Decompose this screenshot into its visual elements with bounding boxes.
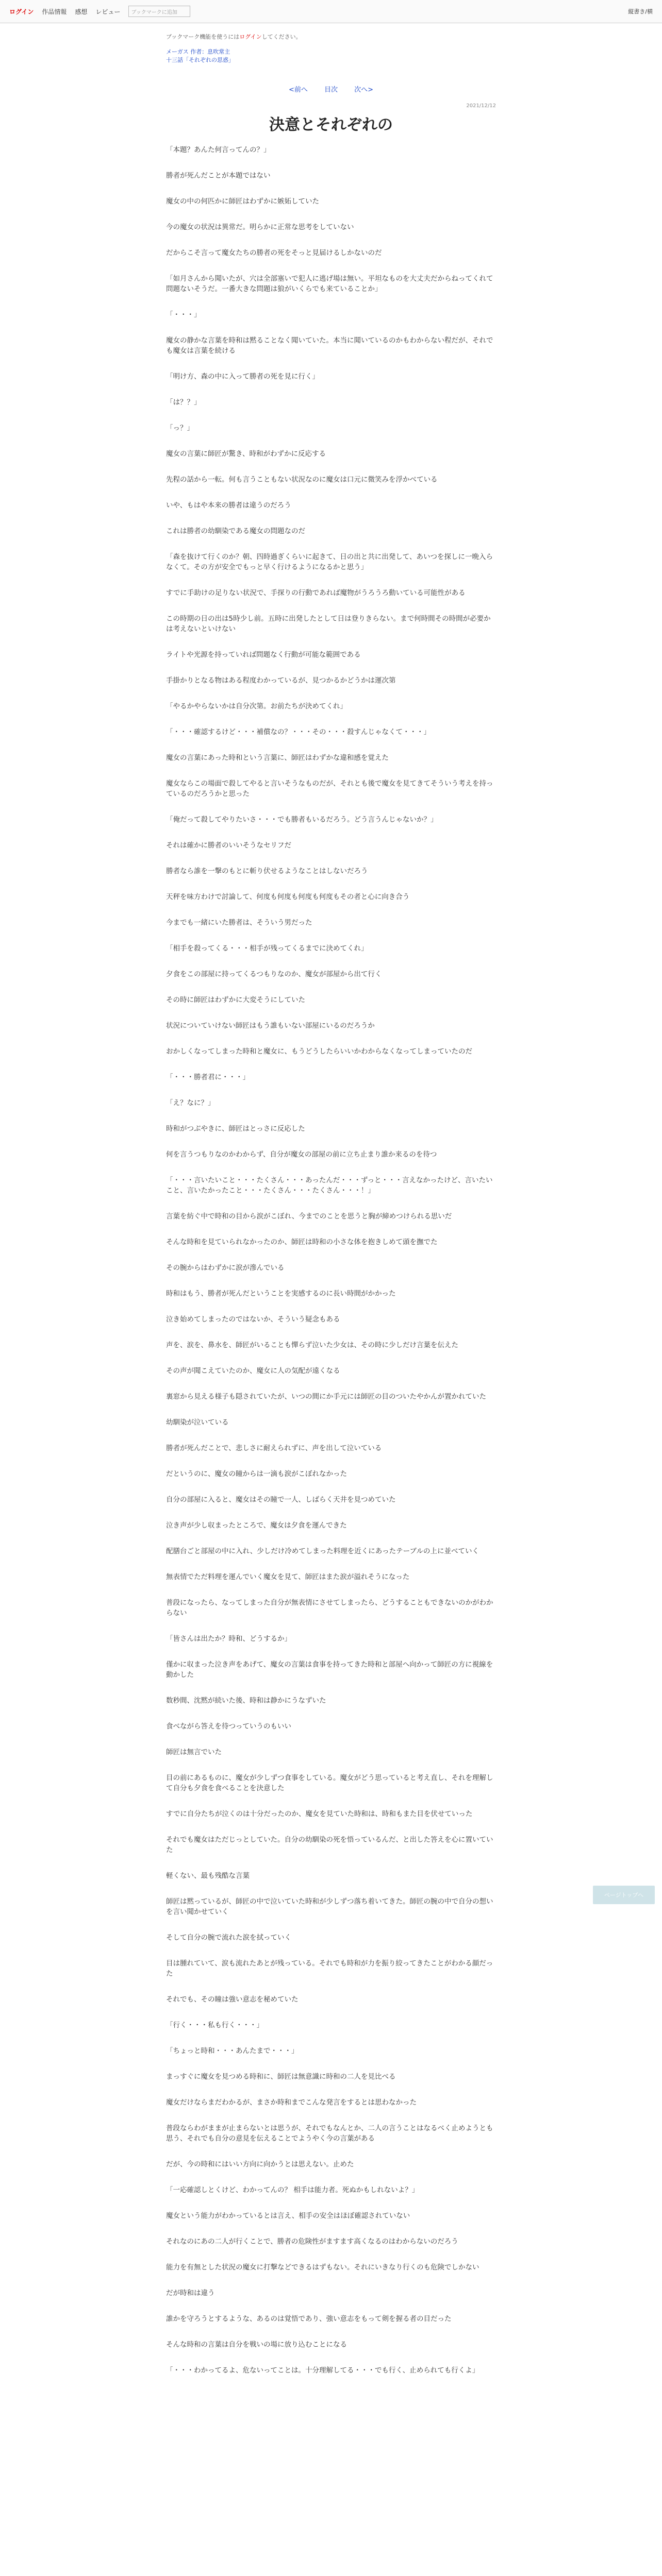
nav-reviews[interactable]: レビュー [95, 8, 121, 15]
body-paragraph: 泣き声が少し収まったところで、魔女は夕食を運んできた [166, 1521, 347, 1530]
body-paragraph: ライトや光源を持っていれば問題なく行動が可能な範囲である [166, 651, 361, 659]
body-paragraph: そんな時和の言葉は自分を戦いの場に放り込むことになる [166, 2341, 347, 2349]
body-paragraph: 何を言うつもりなのかわからず、自分が魔女の部屋の前に立ち止まり誰か来るのを待つ [166, 1150, 437, 1159]
body-paragraph: 「明け方、森の中に入って勝者の死を見に行く」 [166, 372, 319, 381]
body-paragraph: 声を、涙を、鼻水を、師匠がいることも憚らず泣いた少女は、その時に少しだけ言葉を伝えた [166, 1341, 458, 1349]
body-paragraph: 「相手を殺ってくる・・・相手が残ってくるまでに決めてくれ」 [166, 944, 368, 953]
body-paragraph: 「・・・勝者君に・・・」 [166, 1073, 250, 1081]
body-paragraph: 幼馴染が泣いている [166, 1418, 229, 1427]
body-paragraph: だが時和は違う [166, 2289, 215, 2297]
body-paragraph: それなのにあの二人が行くことで、勝者の危険性がますます高くなるのはわからないのだろう [166, 2238, 458, 2246]
body-paragraph: 時和はもう、勝者が死んだということを実感するのに長い時間がかかった [166, 1290, 396, 1298]
body-paragraph: おかしくなってしまった時和と魔女に、もうどうしたらいいかわからなくなってしまっていたのだ [166, 1047, 472, 1056]
body-paragraph: 魔女という能力がわかっているとは言え、相手の安全はほぼ確認されていない [166, 2212, 410, 2220]
body-paragraph: 数秒間、沈黙が続いた後、時和は静かにうなずいた [166, 1697, 326, 1705]
body-paragraph: 魔女の静かな言葉を時和は黙ることなく聞いていた。本当に聞いているのかもわからない程だが、それでも魔女は言葉を続ける [166, 336, 493, 355]
body-paragraph: 魔女ならこの場面で殺してやると言いそうなものだが、それとも後で魔女を見てきてそういう考えを持っているのだろうかと思った [166, 779, 493, 798]
body-paragraph: 僅かに収まった泣き声をあげて、魔女の言葉は食事を持ってきた時和と部屋へ向かって師匠の方に視線を動かした [166, 1660, 493, 1679]
body-paragraph: 能力を有無とした状況の魔女に打撃などできるはずもない。それにいきなり行くのも危険でしかない [166, 2263, 479, 2272]
body-paragraph: 今までも一緒にいた勝者は、そういう男だった [166, 919, 312, 927]
body-paragraph: 誰かを守ろうとするような、あるのは覚悟であり、強い意志をもって剣を握る者の目だった [166, 2315, 452, 2323]
body-paragraph: 裏窓から見える様子も隠されていたが、いつの間にか手元には師匠の目のついたやかんが置かれていた [166, 1393, 486, 1401]
notice-prefix: ブックマーク機能を使うには [166, 33, 240, 40]
body-paragraph: 「一応確認しとくけど、わかってんの？ 相手は能力者。死ぬかもしれないよ？」 [166, 2186, 419, 2194]
pager [166, 84, 496, 94]
body-paragraph: 今の魔女の状況は異常だ。明らかに正常な思考をしていない [166, 223, 354, 231]
body-paragraph: 「森を抜けて行くのか？朝、四時過ぎくらいに起きて、日の出と共に出発して、あいつを探しに一晩入らなくて。その方が安全でもっと早く行けるようになるかと思う」 [166, 553, 493, 571]
body-paragraph: 「・・・確認するけど・・・補償なの？・・・その・・・殺すんじゃなくて・・・」 [166, 728, 431, 736]
body-paragraph: 「・・・」 [166, 311, 201, 319]
body-paragraph: 「本題？あんた何言ってんの？」 [166, 146, 271, 154]
body-paragraph: 師匠は黙っているが、師匠の中で泣いていた時和が少しずつ落ち着いてきた。師匠の腕の中で自分の想いを言い聞かせていく [166, 1897, 493, 1916]
body-paragraph: だが、今の時和にはいい方向に向かうとは思えない。止めた [166, 2160, 354, 2168]
body-paragraph: だというのに、魔女の瞳からは一滴も涙がこぼれなかった [166, 1470, 347, 1478]
nav-impressions[interactable]: 感想 [75, 8, 88, 15]
body-paragraph: 目は腫れていて、涙も流れたあとが残っている。それでも時和が力を振り絞ってきたことがわかる顔だった [166, 1959, 493, 1978]
body-paragraph: 目の前にあるものに、魔女が少しずつ食事をしている。魔女がどう思っていると考え直し、それを理解して自分も夕食を食べることを決意した [166, 1774, 493, 1792]
notice-suffix: してください。 [261, 33, 302, 40]
top-bar [0, 0, 662, 23]
top-nav [9, 6, 190, 17]
vertical-toggle[interactable]: 縦書き/横 [628, 8, 653, 15]
body-paragraph: それは確かに勝者のいいそうなセリフだ [166, 841, 291, 850]
body-paragraph: そして自分の腕で流れた涙を拭っていく [166, 1934, 291, 1942]
body-paragraph: 「・・・言いたいこと・・・たくさん・・・あったんだ・・・ずっと・・・言えなかったけど、言いたいこと、言いたかったこと・・・たくさん・・・たくさん・・・！」 [166, 1176, 493, 1195]
body-paragraph: 「え？なに？」 [166, 1099, 215, 1107]
body-paragraph: 言葉を紡ぐ中で時和の目から涙がこぼれ、今までのことを思うと胸が締めつけられる思いだ [166, 1212, 452, 1221]
chapter-title: 決意とそれぞれの [269, 116, 393, 134]
body-paragraph: 「如月さんから聞いたが、穴は全部塞いで犯人に逃げ場は無い。平坦なものを大丈夫だからねってくれて問題ないそうだ。一番大きな問題は狼がいくらでも来ていることか」 [166, 275, 493, 293]
body-paragraph: 食べながら答えを待つっていうのもいい [166, 1722, 291, 1731]
body-paragraph: 自分の部屋に入ると、魔女はその瞳で一人、しばらく天井を見つめていた [166, 1496, 396, 1504]
body-paragraph: いや、もはや本来の勝者は違うのだろう [166, 501, 291, 510]
login-notice [166, 32, 496, 41]
body-paragraph: そんな時和を見ていられなかったのか、師匠は時和の小さな体を抱きしめて頭を撫でた [166, 1238, 438, 1246]
novel-author-line[interactable]: メーガス 作者：息吹常主 [166, 48, 230, 55]
body-paragraph: すでに自分たちが泣くのは十分だったのか、魔女を見ていた時和は、時和もまた目を伏せていった [166, 1810, 473, 1818]
novel-chapter-line[interactable]: 十三話「それぞれの思惑」 [166, 57, 234, 63]
body-paragraph: 「行く・・・私も行く・・・」 [166, 2021, 263, 2029]
body-paragraph: 魔女の中の何匹かに師匠はわずかに嫉妬していた [166, 197, 319, 206]
body-paragraph: 夕食をこの部屋に持ってくるつもりなのか、魔女が部屋から出て行く [166, 970, 382, 978]
body-paragraph: 「俺だって殺してやりたいさ・・・でも勝者もいるだろう。どう言うんじゃないか？」 [166, 816, 438, 824]
body-paragraph: 状況についていけない師匠はもう誰もいない部屋にいるのだろうか [166, 1022, 375, 1030]
body-paragraph: その腕からはわずかに涙が滲んでいる [166, 1264, 285, 1272]
nav-work-info[interactable]: 作品情報 [42, 8, 67, 15]
body-paragraph: 手掛かりとなる物はある程度わかっているが、見つかるかどうかは運次第 [166, 676, 396, 685]
body-paragraph: 天秤を味方わけで討論して、何度も何度も何度も何度もその者と心に向き合う [166, 893, 410, 901]
prev-button[interactable]: <前へ [288, 86, 308, 94]
toc-button[interactable]: 目次 [324, 86, 338, 94]
body-paragraph: 「っ？」 [166, 424, 194, 432]
body-paragraph: 先程の話から一転。何も言うこともない状況なのに魔女は口元に微笑みを浮かべている [166, 476, 438, 484]
body-paragraph: それでも魔女はただじっとしていた。自分の幼馴染の死を悟っているんだ、と出した答えを心に置いていた [166, 1836, 493, 1854]
body-paragraph: 勝者なら誰を一撃のもとに斬り伏せるようなことはしないだろう [166, 867, 368, 875]
body-paragraph: 普段ならわがままが止まらないとは思うが、それでもなんとか、二人の言うことはなるべく止めようとも思う、それでも自分の意見を伝えることでようやく今の言葉がある [166, 2124, 493, 2143]
body-paragraph: 魔女だけならまだわかるが、まさか時和までこんな発言をするとは思わなかった [166, 2098, 417, 2107]
body-paragraph: これは勝者の幼馴染である魔女の問題なのだ [166, 527, 305, 535]
post-date: 2021/12/12 [466, 103, 496, 109]
body-paragraph: それでも、その瞳は強い意志を秘めていた [166, 1995, 299, 2004]
body-paragraph: 無表情でただ料理を運んでいく魔女を見て、師匠はまた涙が溢れそうになった [166, 1573, 410, 1581]
novel-meta [166, 48, 496, 64]
body-paragraph: 「皆さんは出たか？時和、どうするか」 [166, 1635, 291, 1643]
page-top-button[interactable]: ページトップへ [593, 1886, 655, 1904]
body-paragraph: 時和がつぶやきに、師匠はとっさに反応した [166, 1125, 305, 1133]
body-paragraph: 「ちょっと時和・・・あんたまで・・・」 [166, 2047, 299, 2055]
body-paragraph: 泣き始めてしまったのではないか、そういう疑念もある [166, 1315, 340, 1324]
body-paragraph: その時に師匠はわずかに大変そうにしていた [166, 996, 305, 1004]
body-paragraph: 勝者が死んだことが本題ではない [166, 172, 271, 180]
body-paragraph: 普段になったら、なってしまった自分が無表情にさせてしまったら、どうすることもできないのかがわからない [166, 1599, 493, 1617]
next-button[interactable]: 次へ> [354, 86, 374, 94]
body-paragraph: だからこそ言って魔女たちの勝者の死をそっと見届けるしかないのだ [166, 249, 382, 257]
body-paragraph: 「は？？」 [166, 398, 201, 406]
bookmark-button[interactable]: ブックマークに追加 [128, 6, 190, 17]
login-link[interactable]: ログイン [9, 8, 34, 15]
body-paragraph: 魔女の言葉に師匠が驚き、時和がわずかに反応する [166, 450, 326, 458]
body-paragraph: 師匠は無言でいた [166, 1748, 222, 1756]
body-paragraph: 魔女の言葉にあった時和という言葉に、師匠はわずかな違和感を覚えた [166, 754, 389, 762]
body-paragraph: すでに手助けの足りない状況で、手探りの行動であれば魔物がうろうろ動いている可能性がある [166, 589, 466, 597]
body-paragraph: 「やるかやらないかは自分次第。お前たちが決めてくれ」 [166, 702, 347, 710]
body-paragraph: 配膳台ごと部屋の中に入れ、少しだけ冷めてしまった料理を近くにあったテーブルの上に並べていく [166, 1547, 479, 1555]
body-paragraph: 軽くない、最も残酷な言葉 [166, 1872, 250, 1880]
notice-login-link[interactable]: ログイン [239, 33, 262, 40]
novel-container [166, 32, 496, 2376]
chapter-body [166, 145, 496, 2376]
body-paragraph: この時期の日の出は5時少し前。五時に出発したとして日は登りきらない。まで何時間その時間が必要かは考えないといけない [166, 615, 491, 633]
body-paragraph: 「・・・わかってるよ、危ないってことは。十分理解してる・・・でも行く、止められても行くよ」 [166, 2366, 479, 2375]
body-paragraph: まっすぐに魔女を見つめる時和に、師匠は無意識に時和の二人を見比べる [166, 2073, 396, 2081]
body-paragraph: その声が聞こえていたのか、魔女に人の気配が遠くなる [166, 1367, 340, 1375]
body-paragraph: 勝者が死んだことで、悲しさに耐えられずに、声を出して泣いている [166, 1444, 382, 1452]
